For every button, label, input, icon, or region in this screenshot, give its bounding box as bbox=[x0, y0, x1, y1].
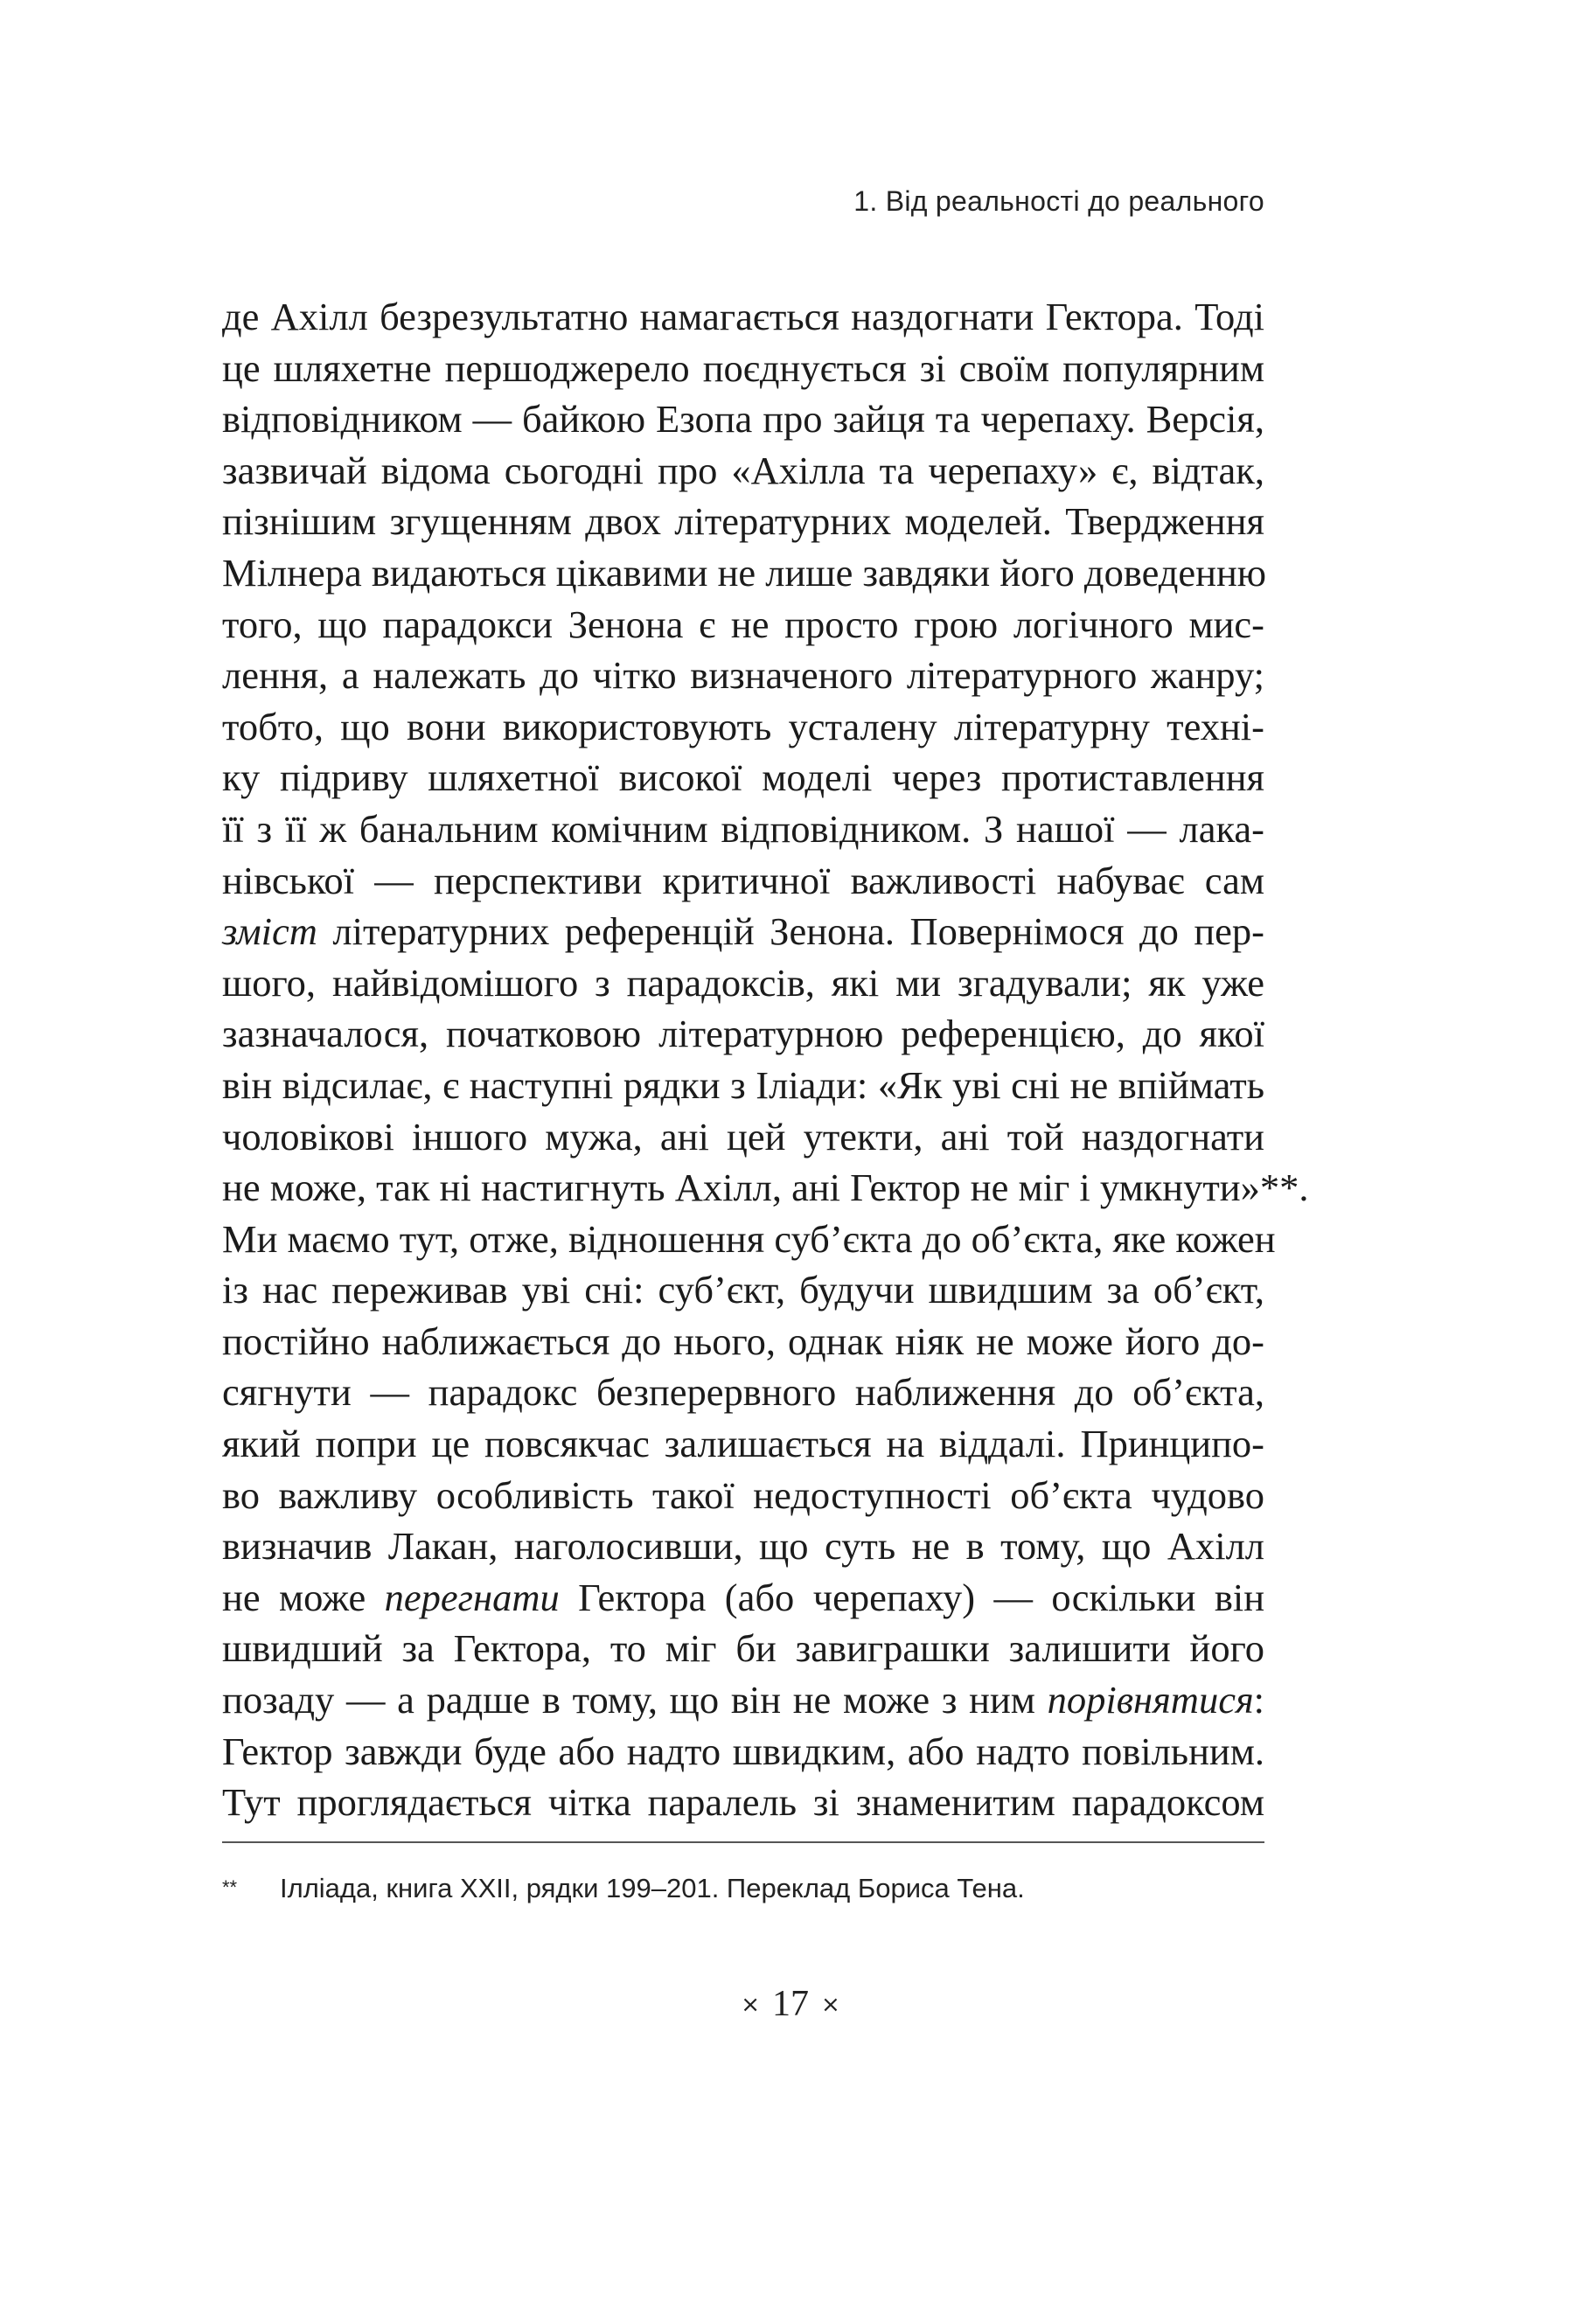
text-segment: відповідником — байкою Езопа про зайця та черепаху. Версія, bbox=[222, 397, 1264, 442]
text-segment: Гектора (або черепаху) — оскільки він bbox=[559, 1575, 1265, 1619]
text-segment: позаду — а радше в тому, що він не може з ним bbox=[222, 1678, 1048, 1722]
text-segment: ку підриву шляхетної високої моделі через протиставлення bbox=[222, 755, 1264, 800]
text-segment: во важливу особливість такої недоступності об’єкта чудово bbox=[222, 1472, 1264, 1517]
text-line bbox=[222, 445, 1264, 497]
text-segment: Гектор завжди буде або надто швидким, або надто повільним. bbox=[222, 1729, 1264, 1773]
ornament-left-icon: × bbox=[741, 1992, 760, 2018]
text-line bbox=[222, 343, 1264, 394]
text-segment: Тут проглядається чітка паралель зі знаменитим парадоксом bbox=[222, 1780, 1264, 1825]
text-line bbox=[222, 1162, 1309, 1214]
text-segment: Мілнера видаються цікавими не лише завдяки його доведенню bbox=[222, 550, 1267, 595]
text-line bbox=[222, 1367, 1264, 1418]
text-line bbox=[222, 1674, 1264, 1726]
page-number: 17 bbox=[772, 1984, 809, 2024]
text-segment: лення, а належать до чітко визначеного літературного жанру; bbox=[222, 653, 1264, 698]
text-segment: зазначалося, початковою літературною референцією, до якої bbox=[222, 1012, 1264, 1056]
text-segment: сягнути — парадокс безперервного наближення до об’єкта, bbox=[222, 1370, 1264, 1415]
text-line bbox=[222, 393, 1264, 445]
text-line bbox=[222, 496, 1264, 547]
text-line bbox=[222, 1623, 1264, 1674]
text-segment: того, що парадокси Зенона є не просто грою логічного мис- bbox=[222, 602, 1264, 646]
text-segment: чоловікові іншого мужа, ані цей утекти, ані той наздогнати bbox=[222, 1114, 1264, 1159]
text-line bbox=[222, 599, 1264, 651]
text-line bbox=[222, 957, 1264, 1009]
text-segment: це шляхетне першоджерело поєднується зі своїм популярним bbox=[222, 345, 1264, 390]
text-segment: її з її ж банальним комічним відповідником. З нашої — лака- bbox=[222, 806, 1264, 851]
text-line bbox=[222, 752, 1264, 804]
footnote bbox=[222, 1873, 1264, 1904]
text-line bbox=[222, 1572, 1264, 1624]
text-line bbox=[222, 1726, 1264, 1778]
text-line bbox=[222, 1520, 1264, 1572]
text-segment: не може, так ні настигнуть Ахілл, ані Гектор не міг і умкнути»**. bbox=[222, 1165, 1309, 1210]
text-segment: визначив Лакан, наголосивши, що суть не в тому, що Ахілл bbox=[222, 1524, 1264, 1569]
text-segment: тобто, що вони використовують усталену літературну техні- bbox=[222, 704, 1264, 748]
text-line bbox=[222, 1777, 1264, 1828]
text-segment: де Ахілл безрезультатно намагається наздогнати Гектора. Тоді bbox=[222, 295, 1264, 338]
text-line bbox=[222, 1008, 1264, 1060]
footnote-text: Ілліада, книга XXII, рядки 199–201. Переклад Бориса Тена. bbox=[280, 1873, 1025, 1903]
text-segment: швидший за Гектора, то міг би завиграшки залишити його bbox=[222, 1626, 1264, 1671]
text-line bbox=[222, 855, 1264, 907]
text-segment: : bbox=[1253, 1678, 1264, 1722]
text-segment: із нас переживав уві сні: суб’єкт, будучи швидшим за об’єкт, bbox=[222, 1268, 1264, 1312]
text-line bbox=[222, 650, 1264, 701]
text-segment: постійно наближається до нього, однак ніяк не може його до- bbox=[222, 1319, 1264, 1363]
emphasis-text: перегнати bbox=[384, 1575, 560, 1619]
text-line bbox=[222, 701, 1264, 753]
text-line bbox=[222, 547, 1267, 599]
emphasis-text: порівнятися bbox=[1047, 1678, 1254, 1722]
text-segment: зазвичай відома сьогодні про «Ахілла та черепаху» є, відтак, bbox=[222, 448, 1264, 492]
ornament-right-icon: × bbox=[821, 1992, 840, 2018]
text-segment: нівської — перспективи критичної важливості набуває сам bbox=[222, 858, 1264, 902]
text-line bbox=[222, 1470, 1264, 1521]
text-line bbox=[222, 906, 1264, 957]
text-segment: не може bbox=[222, 1575, 385, 1619]
page-number-block bbox=[0, 1983, 1581, 2025]
text-line bbox=[222, 291, 1264, 343]
text-segment: літературних референцій Зенона. Повернімося до пер- bbox=[317, 909, 1264, 954]
text-segment: шого, найвідомішого з парадоксів, які ми згадували; як уже bbox=[222, 960, 1264, 1005]
running-header: 1. Від реальності до реального bbox=[853, 185, 1264, 217]
footnote-marker: ** bbox=[222, 1876, 238, 1898]
text-line bbox=[222, 1060, 1264, 1111]
text-line bbox=[222, 1264, 1264, 1316]
text-line bbox=[222, 1418, 1264, 1470]
footnote-divider bbox=[222, 1841, 1264, 1843]
body-text bbox=[222, 291, 1309, 1828]
text-line bbox=[222, 1316, 1264, 1367]
text-line bbox=[222, 1214, 1276, 1265]
text-segment: пізнішим згущенням двох літературних моделей. Твердження bbox=[222, 499, 1264, 544]
text-line bbox=[222, 804, 1264, 855]
text-segment: який попри це повсякчас залишається на віддалі. Принципо- bbox=[222, 1422, 1264, 1466]
text-line bbox=[222, 1111, 1264, 1163]
emphasis-text: зміст bbox=[222, 909, 317, 954]
text-segment: він відсилає, є наступні рядки з Іліади: «Як уві сні не впіймать bbox=[222, 1062, 1264, 1107]
text-segment: Ми маємо тут, отже, відношення суб’єкта до об’єкта, яке кожен bbox=[222, 1216, 1276, 1261]
